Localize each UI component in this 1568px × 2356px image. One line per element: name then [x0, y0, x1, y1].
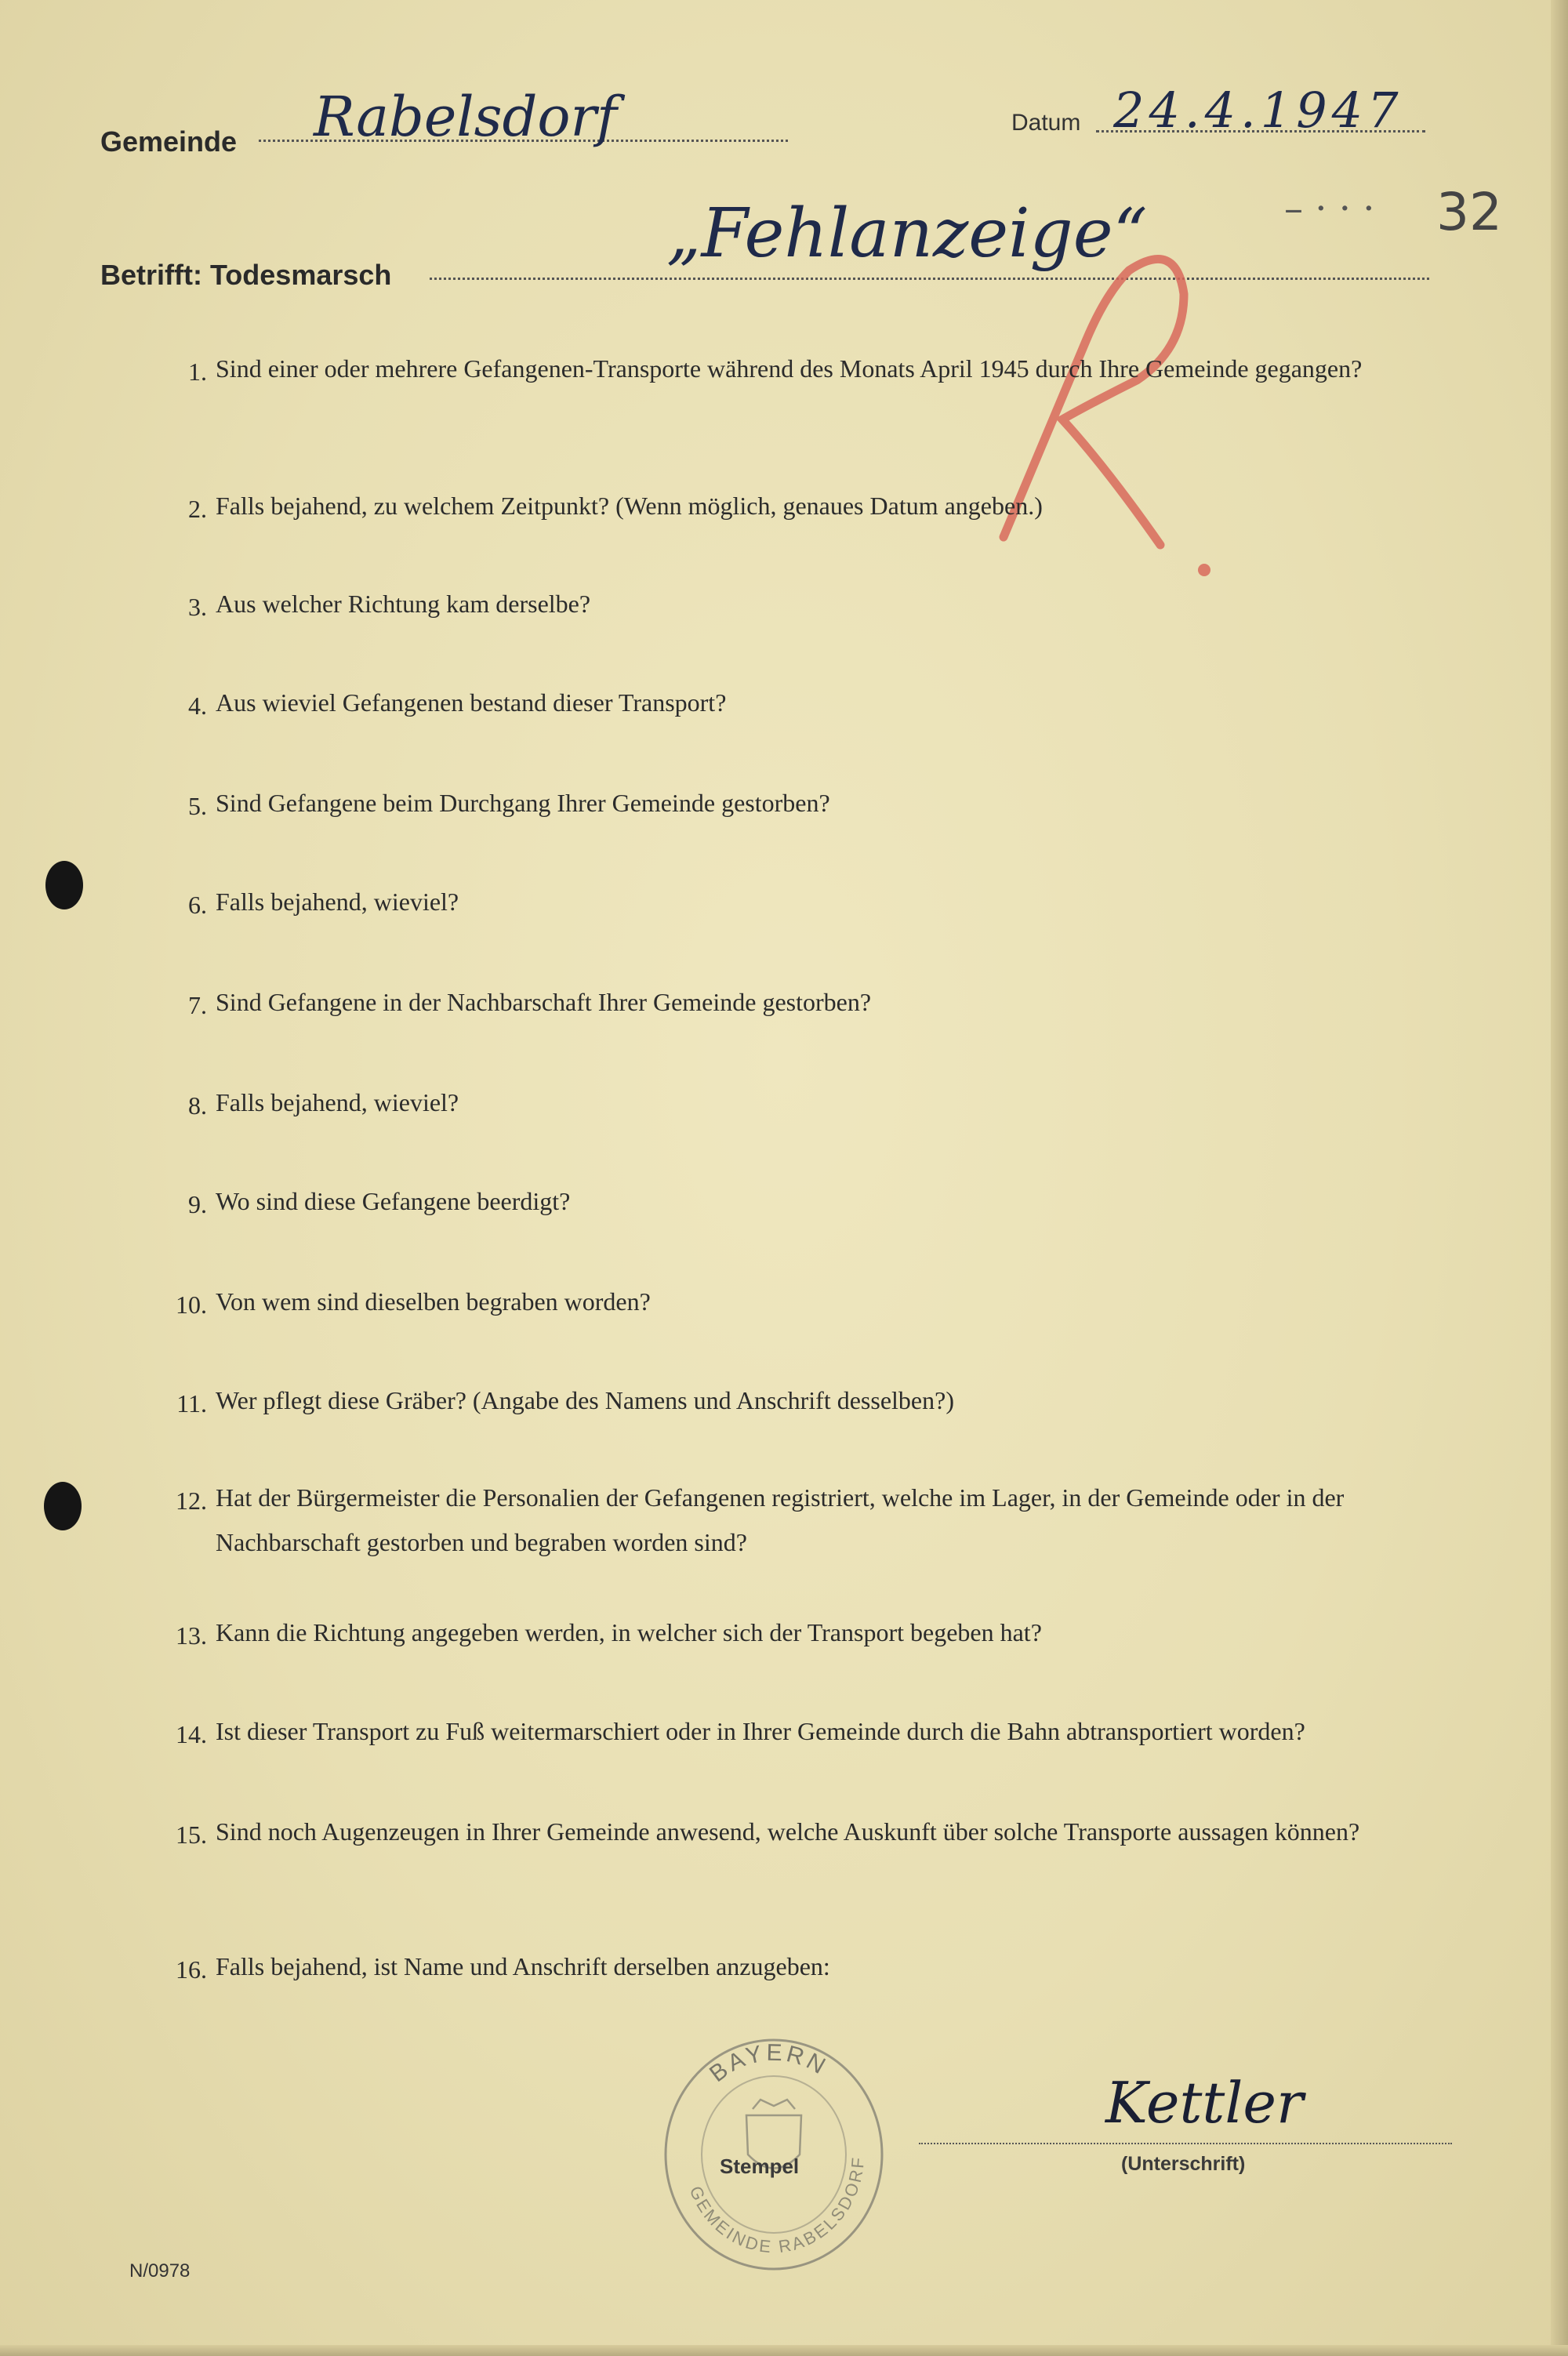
- question-text: Falls bejahend, zu welchem Zeitpunkt? (Wenn möglich, genaues Datum angeben.): [216, 492, 1043, 520]
- signature-label: (Unterschrift): [1121, 2153, 1246, 2175]
- question-number: 5.: [188, 792, 207, 820]
- datum-label: Datum: [1011, 110, 1081, 136]
- question-number: 14.: [176, 1720, 207, 1748]
- question-number: 1.: [188, 358, 207, 386]
- red-mark-text: [0, 0, 1, 1]
- question-text: Aus welcher Richtung kam derselbe?: [216, 590, 591, 618]
- question-text: Sind noch Augenzeugen in Ihrer Gemeinde anwesend, welche Auskunft über solche Transporte aussagen können?: [216, 1817, 1360, 1846]
- question-text: Aus wieviel Gefangenen bestand dieser Transport?: [216, 688, 727, 717]
- page-number: 32: [1436, 182, 1502, 242]
- question-text: Falls bejahend, wieviel?: [216, 888, 459, 916]
- gemeinde-label: Gemeinde: [100, 125, 238, 158]
- betrifft-handwritten: „Fehlanzeige“: [666, 194, 1148, 273]
- signature-dotted-line: [919, 2143, 1452, 2144]
- gemeinde-handwritten: Rabelsdorf: [314, 85, 617, 149]
- page-number-dash: – · · ·: [1284, 187, 1375, 231]
- question-text: Falls bejahend, ist Name und Anschrift derselben anzugeben:: [216, 1952, 830, 1980]
- question-number: 12.: [176, 1487, 207, 1515]
- question-number: 8.: [188, 1091, 207, 1120]
- question-number: 6.: [188, 891, 207, 919]
- question-number: 9.: [188, 1190, 207, 1218]
- stamp-ring-top-text: BAYERN: [705, 2039, 833, 2088]
- punch-hole-bottom: [44, 1482, 82, 1530]
- question-number: 7.: [188, 991, 207, 1019]
- form-number: N/0978: [129, 2260, 191, 2282]
- question-text: Sind einer oder mehrere Gefangenen-Transporte während des Monats April 1945 durch Ihre Gemeinde gegangen?: [216, 354, 1363, 383]
- question-number: 16.: [176, 1955, 207, 1984]
- question-text: Wer pflegt diese Gräber? (Angabe des Namens und Anschrift desselben?): [216, 1386, 954, 1414]
- question-number: 10.: [176, 1291, 207, 1319]
- question-text: Kann die Richtung angegeben werden, in welcher sich der Transport begeben hat?: [216, 1618, 1042, 1646]
- datum-handwritten: 24.4.1947: [1113, 82, 1403, 139]
- question-number: 15.: [176, 1821, 207, 1849]
- question-text: Von wem sind dieselben begraben worden?: [216, 1287, 651, 1316]
- question-text: Falls bejahend, wieviel?: [216, 1088, 459, 1116]
- paper-edge-bottom: [0, 2345, 1568, 2356]
- question-text: Wo sind diese Gefangene beerdigt?: [216, 1187, 571, 1215]
- paper-edge-right: [1551, 0, 1568, 2356]
- question-number: 11.: [176, 1389, 207, 1418]
- stamp-ring-bottom-text: GEMEINDE RABELSDORF: [685, 2155, 869, 2257]
- question-text: Sind Gefangene beim Durchgang Ihrer Gemeinde gestorben?: [216, 789, 830, 817]
- punch-hole-top: [45, 861, 83, 909]
- stamp-label: Stempel: [720, 2155, 800, 2178]
- question-number: 13.: [176, 1621, 207, 1650]
- official-stamp: [660, 2037, 887, 2272]
- signature-handwritten: Kettler: [1105, 2070, 1304, 2136]
- question-text: Ist dieser Transport zu Fuß weitermarschiert oder in Ihrer Gemeinde durch die Bahn abtransportiert worden?: [216, 1717, 1305, 1745]
- question-text: Hat der Bürgermeister die Personalien der Gefangenen registriert, welche im Lager, in der Gemeinde oder in der Nachbarschaft gestorben und begraben worden sind?: [216, 1483, 1345, 1556]
- question-number: 3.: [188, 593, 207, 621]
- question-number: 4.: [188, 692, 207, 720]
- betrifft-label: Betrifft: Todesmarsch: [100, 259, 392, 291]
- question-number: 2.: [188, 495, 207, 523]
- question-text: Sind Gefangene in der Nachbarschaft Ihrer Gemeinde gestorben?: [216, 988, 872, 1016]
